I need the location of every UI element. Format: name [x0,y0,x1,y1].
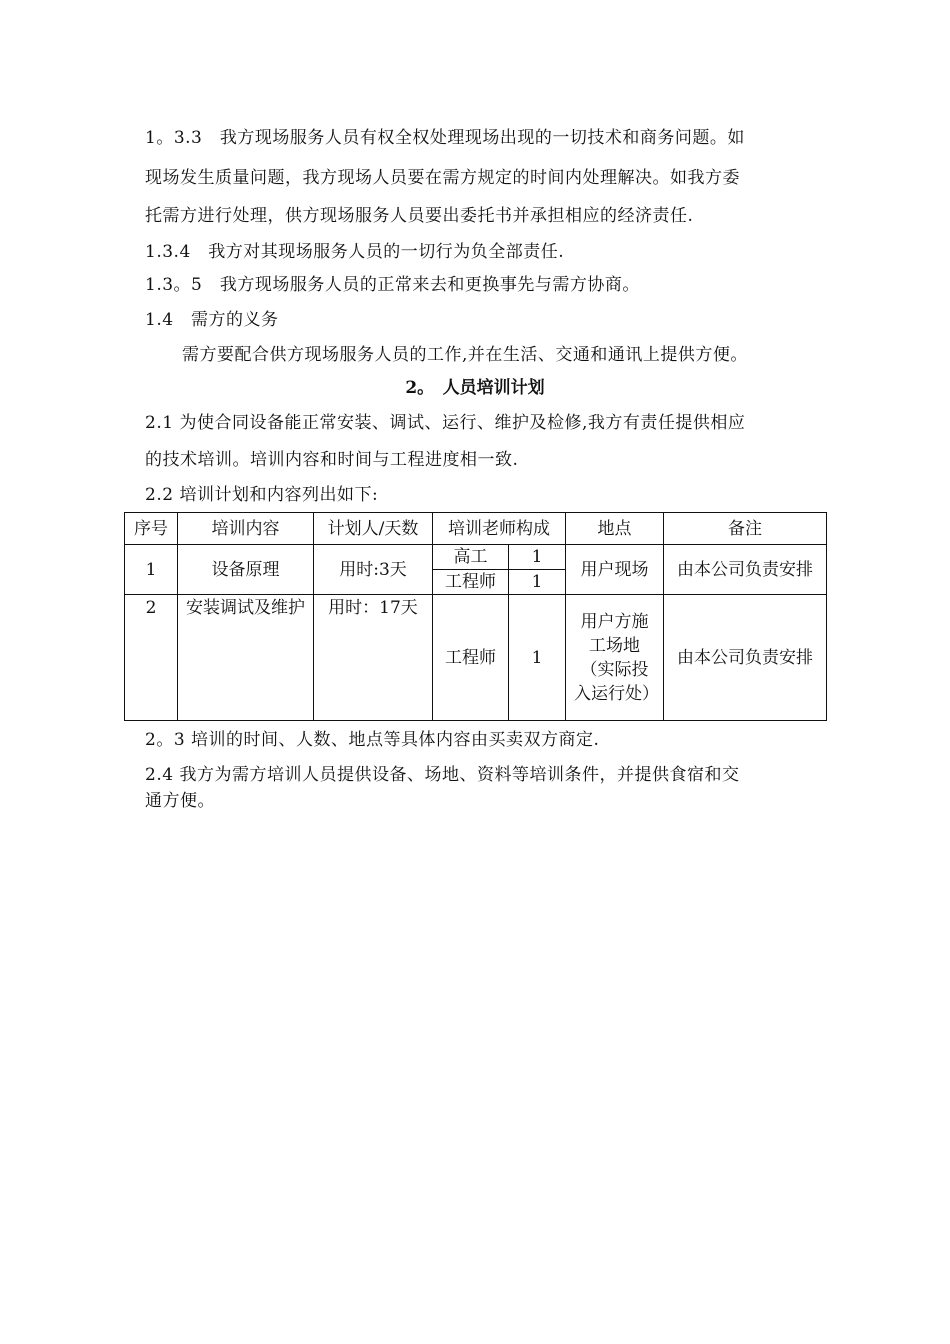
row2-teacher-count: 1 [509,595,566,721]
table-row [125,545,827,570]
section-2-title: 2。 人员培训计划 [405,378,545,398]
row1-seq: 1 [125,545,178,595]
row1-place: 用户现场 [566,545,664,595]
row1-teacher1-title: 高工 [433,545,509,570]
paragraph-2-4-line-1: 2.4 我方为需方培训人员提供设备、场地、资料等培训条件，并提供食宿和交 [145,765,740,785]
training-plan-table [124,512,827,721]
header-note: 备注 [664,513,827,545]
row1-teacher2-title: 工程师 [433,570,509,595]
paragraph-2-4-line-2: 通方便。 [145,791,215,811]
header-content: 培训内容 [178,513,314,545]
header-plan: 计划人/天数 [314,513,433,545]
row2-teacher-title: 工程师 [433,595,509,721]
row1-content: 设备原理 [178,545,314,595]
table-row [125,595,827,721]
row2-place: 用户方施工场地（实际投入运行处） [566,595,664,721]
paragraph-2-1-line-1: 2.1 为使合同设备能正常安装、调试、运行、维护及检修,我方有责任提供相应 [145,413,746,433]
header-teachers: 培训老师构成 [433,513,566,545]
row2-content: 安装调试及维护 [178,595,314,721]
paragraph-2-3: 2。3 培训的时间、人数、地点等具体内容由买卖双方商定. [145,730,600,750]
row1-plan: 用时:3天 [314,545,433,595]
table-header-row [125,513,827,545]
row2-note: 由本公司负责安排 [664,595,827,721]
header-seq: 序号 [125,513,178,545]
paragraph-1-3-4: 1.3.4 我方对其现场服务人员的一切行为负全部责任. [145,242,565,262]
row2-plan: 用时：17天 [314,595,433,721]
paragraph-1-3-3-line-2: 现场发生质量问题，我方现场人员要在需方规定的时间内处理解决。如我方委 [145,168,740,188]
paragraph-1-3-3-line-1: 1。3.3 我方现场服务人员有权全权处理现场出现的一切技术和商务问题。如 [145,128,745,148]
paragraph-1-4-body: 需方要配合供方现场服务人员的工作,并在生活、交通和通讯上提供方便。 [182,345,748,365]
header-place: 地点 [566,513,664,545]
paragraph-1-3-5: 1.3。5 我方现场服务人员的正常来去和更换事先与需方协商。 [145,275,640,295]
paragraph-2-2: 2.2 培训计划和内容列出如下: [145,485,379,505]
paragraph-2-1-line-2: 的技术培训。培训内容和时间与工程进度相一致. [145,450,519,470]
paragraph-1-3-3-line-3: 托需方进行处理，供方现场服务人员要出委托书并承担相应的经济责任. [145,206,694,226]
row1-teacher2-count: 1 [509,570,566,595]
row1-teacher1-count: 1 [509,545,566,570]
paragraph-1-4: 1.4 需方的义务 [145,310,279,330]
row1-note: 由本公司负责安排 [664,545,827,595]
row2-seq: 2 [125,595,178,721]
